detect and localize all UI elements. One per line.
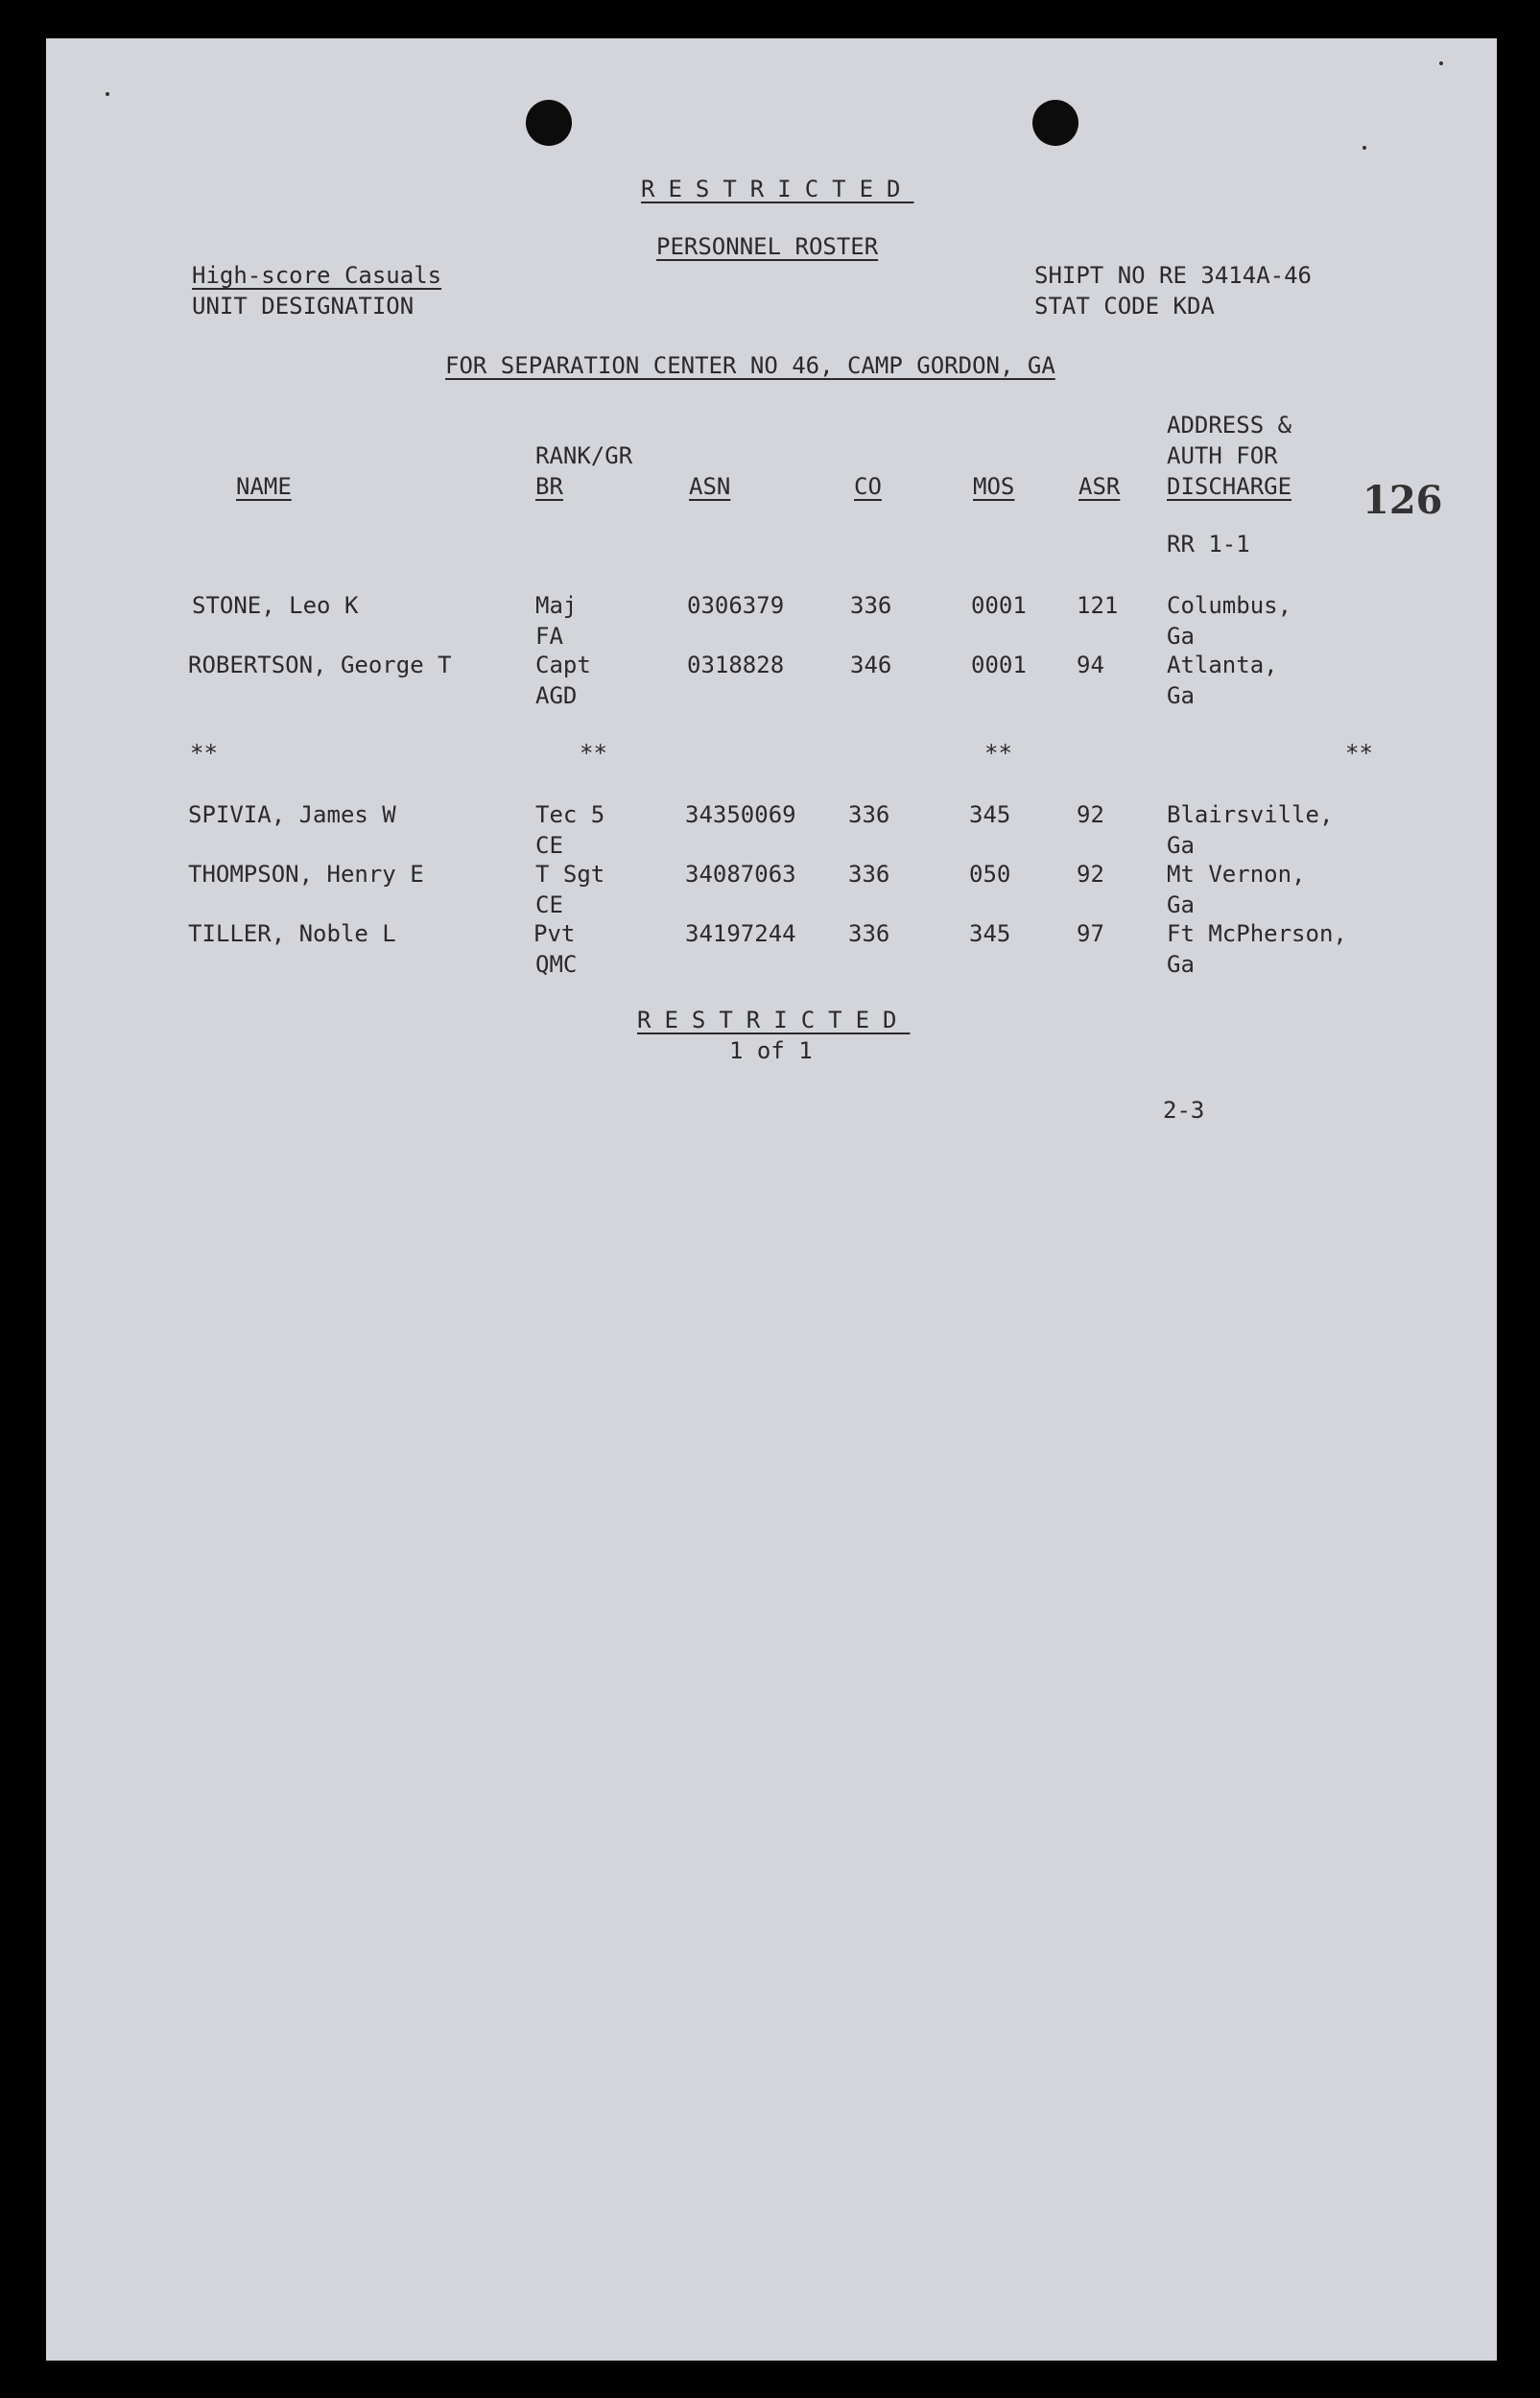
stat-code: STAT CODE KDA [1034, 293, 1215, 320]
row-state: Ga [1167, 832, 1195, 859]
row-asr: 92 [1077, 801, 1104, 828]
row-mos: 345 [969, 801, 1011, 828]
col-address-line2: AUTH FOR [1167, 442, 1278, 469]
row-mos: 0001 [971, 592, 1027, 619]
row-city: Blairsville, [1167, 801, 1334, 828]
row-city: Ft McPherson, [1167, 920, 1347, 947]
row-co: 336 [848, 920, 890, 947]
row-co: 336 [848, 861, 890, 888]
col-address-line1: ADDRESS & [1167, 412, 1292, 439]
separator-mark: ** [1345, 740, 1373, 767]
row-name: TILLER, Noble L [188, 920, 396, 947]
row-rank: Capt [535, 652, 591, 678]
row-state: Ga [1167, 891, 1195, 918]
row-asr: 92 [1077, 861, 1104, 888]
row-branch: CE [535, 891, 563, 918]
destination-line: FOR SEPARATION CENTER NO 46, CAMP GORDON, GA [445, 352, 1055, 379]
row-branch: QMC [535, 951, 578, 978]
row-asr: 97 [1077, 920, 1104, 947]
unit-designation-label: UNIT DESIGNATION [192, 293, 415, 320]
row-name: SPIVIA, James W [188, 801, 396, 828]
row-branch: CE [535, 832, 563, 859]
unit-designation-value: High-score Casuals [192, 262, 442, 289]
row-asn: 0306379 [687, 592, 785, 619]
classification-top: RESTRICTED [641, 176, 914, 202]
row-co: 336 [848, 801, 890, 828]
classification-bottom: RESTRICTED [637, 1007, 911, 1033]
col-asn: ASN [689, 473, 731, 500]
row-co: 346 [850, 652, 892, 678]
row-mos: 050 [969, 861, 1011, 888]
row-asn: 34087063 [685, 861, 796, 888]
row-mos: 345 [969, 920, 1011, 947]
row-city: Mt Vernon, [1167, 861, 1306, 888]
sheet-reference: 2-3 [1163, 1097, 1205, 1124]
row-state: Ga [1167, 623, 1195, 650]
row-name: THOMPSON, Henry E [188, 861, 424, 888]
row-asr: 94 [1077, 652, 1104, 678]
row-name: STONE, Leo K [192, 592, 359, 619]
row-state: Ga [1167, 951, 1195, 978]
roster-page [46, 38, 1497, 2361]
row-rank: Pvt [533, 920, 576, 947]
separator-mark: ** [984, 740, 1012, 767]
row-rank: Tec 5 [535, 801, 605, 828]
col-asr: ASR [1078, 473, 1121, 500]
col-rank-line1: RANK/GR [535, 442, 633, 469]
form-title: PERSONNEL ROSTER [656, 233, 879, 260]
row-branch: AGD [535, 682, 578, 709]
row-co: 336 [850, 592, 892, 619]
row-rank: Maj [535, 592, 578, 619]
discharge-authority: RR 1-1 [1167, 531, 1250, 558]
row-mos: 0001 [971, 652, 1027, 678]
row-state: Ga [1167, 682, 1195, 709]
separator-mark: ** [190, 740, 218, 767]
col-address-line3: DISCHARGE [1167, 473, 1292, 500]
row-branch: FA [535, 623, 563, 650]
row-city: Columbus, [1167, 592, 1292, 619]
col-mos: MOS [973, 473, 1015, 500]
page-of: 1 of 1 [729, 1037, 813, 1064]
row-rank: T Sgt [535, 861, 605, 888]
row-asr: 121 [1077, 592, 1119, 619]
col-rank-line2: BR [535, 473, 563, 500]
separator-mark: ** [580, 740, 607, 767]
col-name: NAME [236, 473, 292, 500]
page-number-stamp: 126 [1362, 478, 1443, 523]
row-asn: 34197244 [685, 920, 796, 947]
row-name: ROBERTSON, George T [188, 652, 452, 678]
row-city: Atlanta, [1167, 652, 1278, 678]
punch-hole-left [526, 100, 572, 146]
col-co: CO [854, 473, 882, 500]
row-asn: 0318828 [687, 652, 785, 678]
row-asn: 34350069 [685, 801, 796, 828]
shipment-number: SHIPT NO RE 3414A-46 [1034, 262, 1312, 289]
punch-hole-right [1032, 100, 1078, 146]
